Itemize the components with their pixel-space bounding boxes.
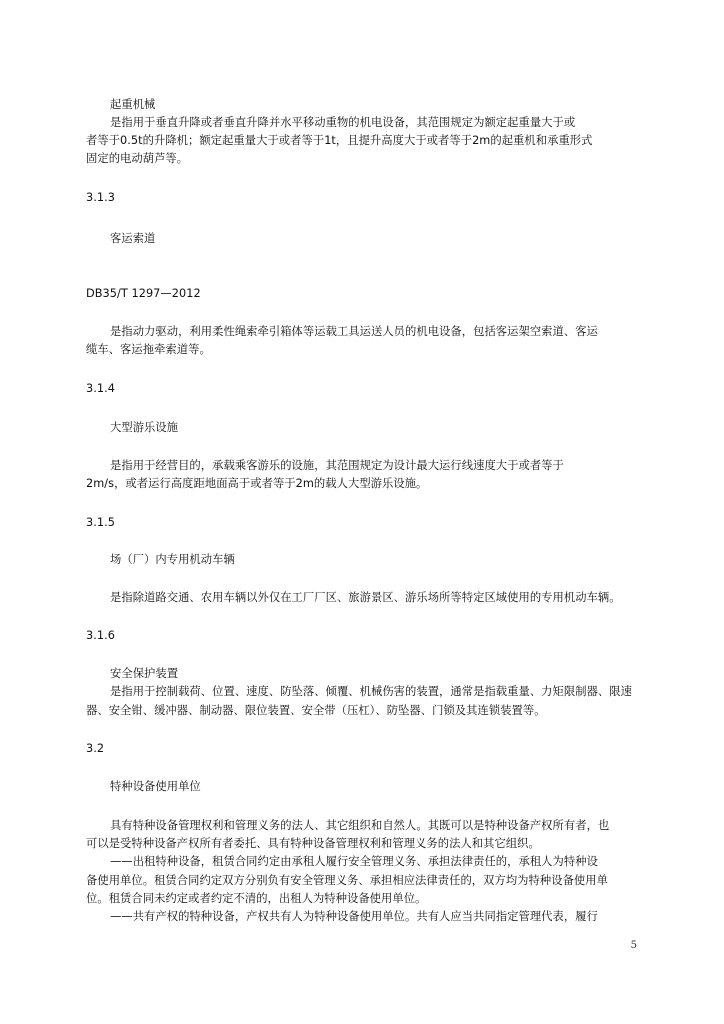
term-heading-safety-device: 安全保护装置 bbox=[110, 667, 179, 680]
definition-line: 2m/s，或者运行高度距地面高于或者等于2m的载人大型游乐设施。 bbox=[86, 477, 428, 490]
definition-line: 具有特种设备管理权利和管理义务的法人、其它组织和自然人。其既可以是特种设备产权所有者，也 bbox=[110, 819, 610, 832]
list-item-line: 位。租赁合同未约定或者约定不清的，出租人为特种设备使用单位。 bbox=[86, 892, 427, 905]
page-number: 5 bbox=[630, 940, 637, 951]
list-item-line: ——共有产权的特种设备，产权共有人为特种设备使用单位。共有人应当共同指定管理代表，履行 bbox=[110, 910, 598, 923]
section-number-3-2: 3.2 bbox=[86, 742, 105, 755]
definition-line: 是指用于垂直升降或者垂直升降并水平移动重物的机电设备，其范围规定为额定起重量大于或 bbox=[110, 116, 576, 129]
definition-line: 缆车、客运拖牵索道等。 bbox=[86, 343, 211, 356]
definition-line: 可以是受特种设备产权所有者委托、具有特种设备管理权利和管理义务的法人和其它组织。 bbox=[86, 837, 540, 850]
term-heading-amusement-facilities: 大型游乐设施 bbox=[110, 421, 179, 434]
term-heading-user-unit: 特种设备使用单位 bbox=[110, 780, 201, 793]
definition-line: 是指用于控制载荷、位置、速度、防坠落、倾覆、机械伤害的装置，通常是指载重量、力矩限制器、限速 bbox=[110, 685, 632, 698]
definition-line: 是指动力驱动，利用柔性绳索牵引箱体等运载工具运送人员的机电设备，包括客运架空索道、客运 bbox=[110, 325, 598, 338]
term-heading-lifting-machinery: 起重机械 bbox=[110, 98, 156, 111]
definition-line: 固定的电动葫芦等。 bbox=[86, 152, 189, 165]
definition-line: 器、安全钳、缓冲器、制动器、限位装置、安全带（压杠）、防坠器、门锁及其连锁装置等。 bbox=[86, 704, 546, 717]
section-number-3-1-5: 3.1.5 bbox=[86, 516, 115, 529]
section-number-3-1-3: 3.1.3 bbox=[86, 191, 115, 204]
term-heading-passenger-ropeway: 客运索道 bbox=[110, 232, 156, 245]
definition-line: 是指用于经营目的，承载乘客游乐的设施，其范围规定为设计最大运行线速度大于或者等于 bbox=[110, 459, 564, 472]
document-code: DB35/T 1297—2012 bbox=[86, 287, 201, 300]
definition-line: 者等于0.5t的升降机；额定起重量大于或者等于1t，且提升高度大于或者等于2m的起重机和承重形式 bbox=[86, 134, 593, 147]
term-heading-motor-vehicles: 场（厂）内专用机动车辆 bbox=[110, 553, 235, 566]
section-number-3-1-6: 3.1.6 bbox=[86, 629, 115, 642]
section-number-3-1-4: 3.1.4 bbox=[86, 382, 115, 395]
list-item-line: ——出租特种设备，租赁合同约定由承租人履行安全管理义务、承担法律责任的，承租人为特种设 bbox=[110, 855, 598, 868]
definition-line: 是指除道路交通、农用车辆以外仅在工厂厂区、旅游景区、游乐场所等特定区域使用的专用机动车辆。 bbox=[110, 591, 621, 604]
list-item-line: 备使用单位。租赁合同约定双方分别负有安全管理义务、承担相应法律责任的，双方均为特种设备使用单 bbox=[86, 874, 608, 887]
